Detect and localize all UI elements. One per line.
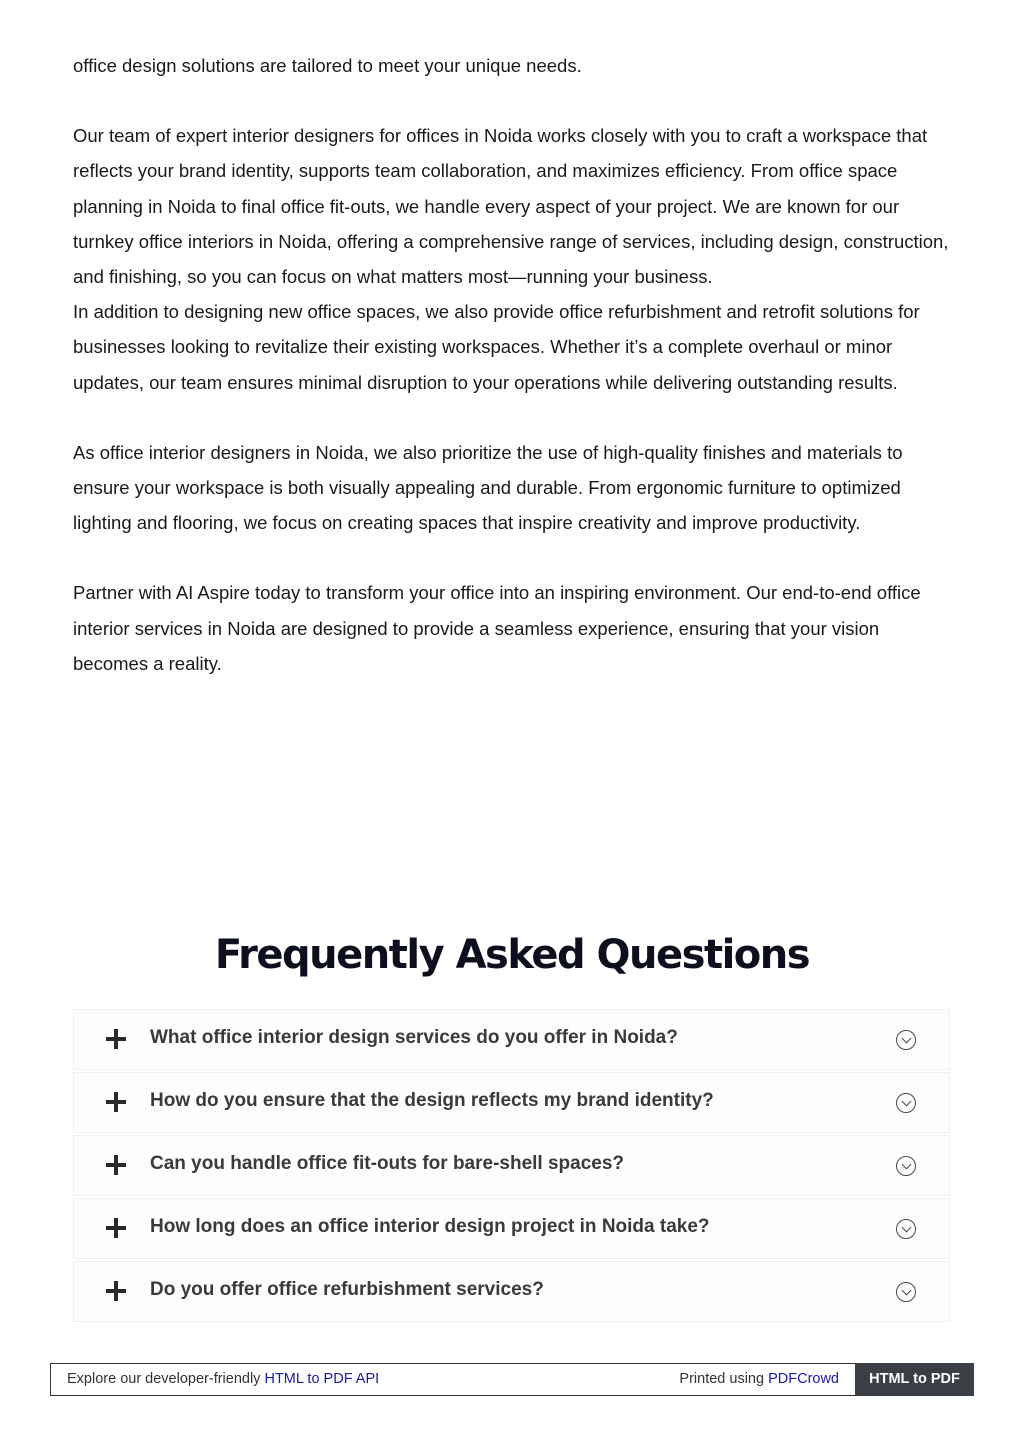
faq-item[interactable]: [73, 1009, 950, 1070]
footer-left-text: Explore our developer-friendly: [67, 1371, 265, 1387]
faq-item[interactable]: [73, 1261, 950, 1322]
paragraph: In addition to designing new office spaces, we also provide office refurbishment and retrofit solutions for businesses looking to revitalize their existing workspaces. Whether it’s a complete overhaul or minor updates, our team ensures minimal disruption to your operations while delivering outstanding results.: [73, 301, 920, 393]
chevron-down-circle-icon[interactable]: [896, 1156, 916, 1176]
paragraph: As office interior designers in Noida, we also prioritize the use of high-quality finishes and materials to ensure your workspace is both visually appealing and durable. From ergonomic furniture to optimized lighting and flooring, we focus on creating spaces that inspire creativity and improve productivity.: [73, 441, 903, 534]
chevron-down-circle-icon[interactable]: [896, 1282, 916, 1302]
chevron-down-circle-icon[interactable]: [896, 1093, 916, 1113]
footer-right-text: Printed using: [679, 1371, 769, 1387]
faq-list: [73, 1009, 950, 1324]
html-to-pdf-button[interactable]: HTML to PDF: [855, 1363, 974, 1396]
faq-item[interactable]: [73, 1198, 950, 1259]
faq-question: How long does an office interior design project in Noida take?: [150, 1216, 710, 1237]
faq-question: Can you handle office fit-outs for bare-shell spaces?: [150, 1153, 625, 1174]
article-body: [73, 48, 953, 681]
footer-left: [67, 1371, 379, 1387]
faq-question: How do you ensure that the design reflects my brand identity?: [150, 1090, 714, 1111]
html-to-pdf-api-link[interactable]: HTML to PDF API: [264, 1371, 380, 1387]
footer-right: [679, 1371, 839, 1387]
paragraph: Partner with AI Aspire today to transform your office into an inspiring environment. Our end-to-end office interior services in Noida are designed to provide a seamless experience, ensuring that your vision becomes a reality.: [73, 582, 921, 674]
chevron-down-circle-icon[interactable]: [896, 1219, 916, 1239]
faq-item[interactable]: [73, 1072, 950, 1133]
plus-icon: [105, 1217, 127, 1239]
plus-icon: [105, 1154, 127, 1176]
paragraph: office design solutions are tailored to meet your unique needs.: [73, 55, 582, 76]
plus-icon: [105, 1280, 127, 1302]
pdfcrowd-footer: [50, 1363, 974, 1396]
plus-icon: [105, 1028, 127, 1050]
plus-icon: [105, 1091, 127, 1113]
pdfcrowd-link[interactable]: PDFCrowd: [768, 1371, 839, 1387]
faq-question: What office interior design services do you offer in Noida?: [150, 1027, 678, 1048]
paragraph: Our team of expert interior designers for offices in Noida works closely with you to craft a workspace that reflects your brand identity, supports team collaboration, and maximizes efficiency. From office space planning in Noida to final office fit-outs, we handle every aspect of your project. We are known for our turnkey office interiors in Noida, offering a comprehensive range of services, including design, construction, and finishing, so you can focus on what matters most—running your business.: [73, 125, 949, 288]
chevron-down-circle-icon[interactable]: [896, 1030, 916, 1050]
faq-question: Do you offer office refurbishment services?: [150, 1279, 544, 1300]
faq-item[interactable]: [73, 1135, 950, 1196]
faq-title: Frequently Asked Questions: [214, 932, 810, 978]
